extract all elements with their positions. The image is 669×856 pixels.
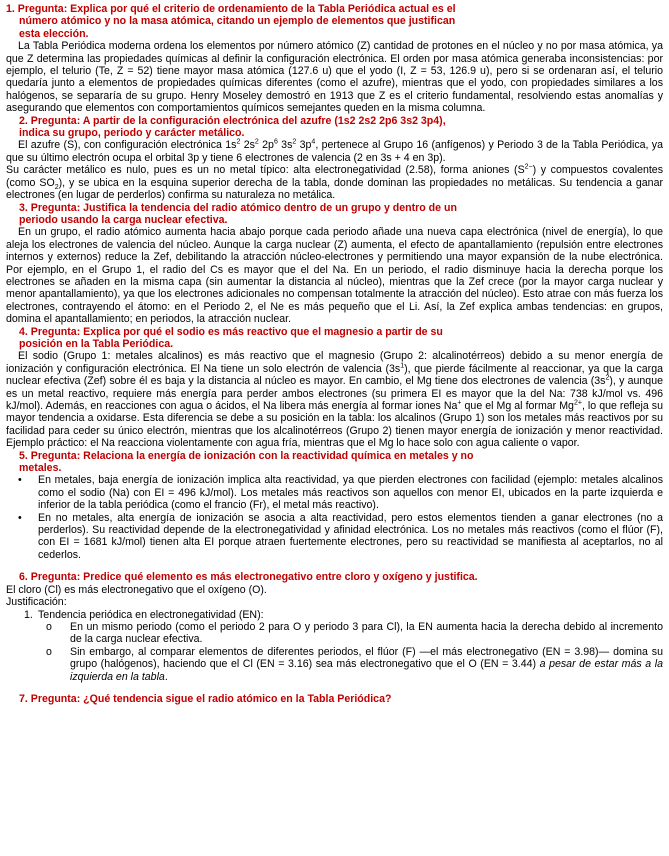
list-item: o Sin embargo, al comparar elementos de diferentes periodos, el flúor (F) —el más electronegativo (EN = 3.98)— domina su grupo (halógenos), haciendo que el Cl (EN = 3.16) sea más electronegativo que el O (EN = 3.44) a pesar de estar más a la izquierda en la tabla. <box>46 645 663 683</box>
question-5-title: 5. Pregunta: Relaciona la energía de ionización con la reactividad química en metales y no metales. <box>19 449 474 475</box>
list-item: o En un mismo periodo (como el periodo 2 para O y periodo 3 para Cl), la EN aumenta hacia la derecha debido al incremento de la carga nuclear efectiva. <box>46 620 663 646</box>
question-5 <box>6 450 663 562</box>
question-5-bullet-list <box>6 474 663 561</box>
list-item: • En no metales, alta energía de ionización se asocia a alta reactividad, pero estos elementos tienden a ganar electrones (no a perderlos). Su reactividad depende de la electronegatividad y afinidad electrónica. Los no metales más reactivos (como el flúor (F), con EI = 1681 kJ/mol) tienen alta EI porque atraen fuertemente electrones, pero su reactividad se manifiesta al aceptarlos, no al cederlos. <box>18 511 663 561</box>
question-3 <box>6 202 663 326</box>
question-6-answer: El cloro (Cl) es más electronegativo que el oxígeno (O). <box>6 583 267 596</box>
question-4 <box>6 326 663 450</box>
question-7 <box>6 693 663 705</box>
question-1-answer: La Tabla Periódica moderna ordena los elementos por número atómico (Z) cantidad de protones en el núcleo y no por masa atómica, ya que Z determina las propiedades químicas al definir la configuración electrónica. El orden por masa atómica generaba inconsistencias: por ejemplo, el telurio (Te, Z = 52) tiene mayor masa atómica (127.6 u) que el yodo (I, Z = 53, 126.9 u), pero si se ordenaran así, el telurio quedaría junto a elementos de propiedades químicas diferentes (como el azufre), mientras que el yodo, con propiedades similares a los halógenos, se separaría de su grupo. Henry Moseley demostró en 1913 que Z es el criterio fundamental, resolviendo estas anomalías y asegurando que elementos con comportamientos químicos semejantes queden en la misma columna. <box>6 40 663 115</box>
question-1-title: 1. Pregunta: Explica por qué el criterio de ordenamiento de la Tabla Periódica actual es el número atómico y no la masa atómica, citando un ejemplo de elementos que justifican esta elección. <box>6 3 456 40</box>
question-2-title: 2. Pregunta: A partir de la configuración electrónica del azufre (1s2 2s2 2p6 3s2 3p4), indica su grupo, periodo y carácter metálico. <box>19 114 446 140</box>
bullet-icon: • <box>18 511 22 524</box>
question-6-numbered-list <box>6 609 663 683</box>
question-4-title: 4. Pregunta: Explica por qué el sodio es más reactivo que el magnesio a partir de su posición en la Tabla Periódica. <box>19 325 443 350</box>
question-6-justification-label: Justificación: <box>6 596 67 609</box>
question-7-title: 7. Pregunta: ¿Qué tendencia sigue el radio atómico en la Tabla Periódica? <box>19 692 392 705</box>
question-2-answer-configuration: El azufre (S), con configuración electrónica $1s^2$ $2s^2$ $2p^6$ $3s^2$ $3p^4$, pertenece al Grupo 16 (anfígenos) y Periodo 3 de la Tabla Periódica, ya que su último electrón ocupa el orbital 3p y tiene 6 electrones de valencia (2 en 3s + 4 en 3p). <box>6 138 663 164</box>
question-6-title: 6. Pregunta: Predice qué elemento es más electronegativo entre cloro y oxígeno y justifica. <box>19 571 478 584</box>
question-6-sub-list <box>24 621 663 683</box>
list-number: 1. <box>24 608 33 621</box>
question-1 <box>6 3 663 115</box>
list-item: • En metales, baja energía de ionización implica alta reactividad, ya que pierden electrones con facilidad (ejemplo: metales alcalinos como el sodio (Na) con EI = 496 kJ/mol). Los metales más reactivos son aquellos con menor EI, ubicados en la parte izquierda e inferior de la tabla periódica (como el francio (Fr), el metal más reactivo). <box>18 474 663 512</box>
list-item: 1. Tendencia periódica en electronegatividad (EN): o En un mismo periodo (como el periodo 2 para O y periodo 3 para Cl), la EN aumenta hacia la derecha debido al incremento de la carga nuclear efectiva. o Sin embargo, al comparar elementos de diferentes periodos, el flúor (F) —el más electronegativo (EN = 3.98)— domina su grupo (halógenos), haciendo que el Cl (EN = 3.16) sea más electronegativo que el O (EN = 3.44) a pesar de estar más a la izquierda en la tabla. <box>24 608 663 683</box>
question-6 <box>6 571 663 683</box>
question-2 <box>6 115 663 202</box>
circle-bullet-icon: o <box>46 645 52 658</box>
question-4-answer: El sodio (Grupo 1: metales alcalinos) es más reactivo que el magnesio (Grupo 2: alcalinotérreos) debido a su menor energía de ionización y configuración electrónica. El Na tiene un solo electrón de valencia $(3s^1)$, que pierde fácilmente al reaccionar, ya que la carga nuclear efectiva (Zef) sobre él es baja y la distancia al núcleo es mayor. En cambio, el Mg tiene dos electrones de valencia $(3s^2)$, y aunque es un metal reactivo, requiere más energía para perder ambos electrones (su primera EI es mayor que la del Na: 738 kJ/mol vs. 496 kJ/mol). Además, en reacciones con agua o ácidos, el Na libera más energía al formar iones Na+ que el Mg al formar $Mg^{2+}$, lo que refleja su mayor tendencia a oxidarse. Esta diferencia se debe a su posición en la tabla: los alcalinos (Grupo 1) son los metales más reactivos por su facilidad para ceder su único electrón, mientras que los alcalinotérreos (Grupo 2) tienen mayor energía de ionización y menor reactividad. Ejemplo práctico: el Na reacciona violentamente con agua fría, mientras que el Mg lo hace solo con agua caliente o vapor. <box>6 350 663 450</box>
question-3-title: 3. Pregunta: Justifica la tendencia del radio atómico dentro de un grupo y dentro de un periodo usando la carga nuclear efectiva. <box>19 201 457 226</box>
question-2-answer-metallic-character: Su carácter metálico es nulo, pues es un no metal típico: alta electronegatividad (2.58), forma aniones $(S^{2-})$ y compuestos covalentes (como $SO_2$), y se ubica en la esquina superior derecha de la tabla, donde dominan las propiedades no metálicas. Su tendencia a ganar electrones (en lugar de perderlos) confirma su naturaleza no metálica. <box>6 163 664 202</box>
circle-bullet-icon: o <box>46 620 52 633</box>
question-3-answer: En un grupo, el radio atómico aumenta hacia abajo porque cada periodo añade una nueva capa electrónica (nivel de energía), lo que aleja los electrones de valencia del núcleo. Aunque la carga nuclear (Z) aumenta, el efecto de apantallamiento (repulsión entre electrones internos y externos) reduce la Zef, debilitando la atracción núcleo-electrones y permitiendo una mayor expansión de la nube electrónica. Por ejemplo, en el Grupo 1, el radio del Cs es mayor que el del Na. En un periodo, el radio disminuye hacia la derecha porque los electrones se añaden en la misma capa (sin aumentar la distancia al núcleo), mientras que la Zef crece (por la mayor carga nuclear y menor apantallamiento), ya que los electrones adicionales no compensan totalmente la atracción del núcleo). Esto atrae con más fuerza los electrones, contrayendo el átomo: en el Periodo 2, el Ne es más pequeño que el Li. Así, la Zef explica ambas tendencias: en grupos, domina el apantallamiento; en periodos, la atracción nuclear. <box>6 226 663 326</box>
bullet-icon: • <box>18 474 22 487</box>
